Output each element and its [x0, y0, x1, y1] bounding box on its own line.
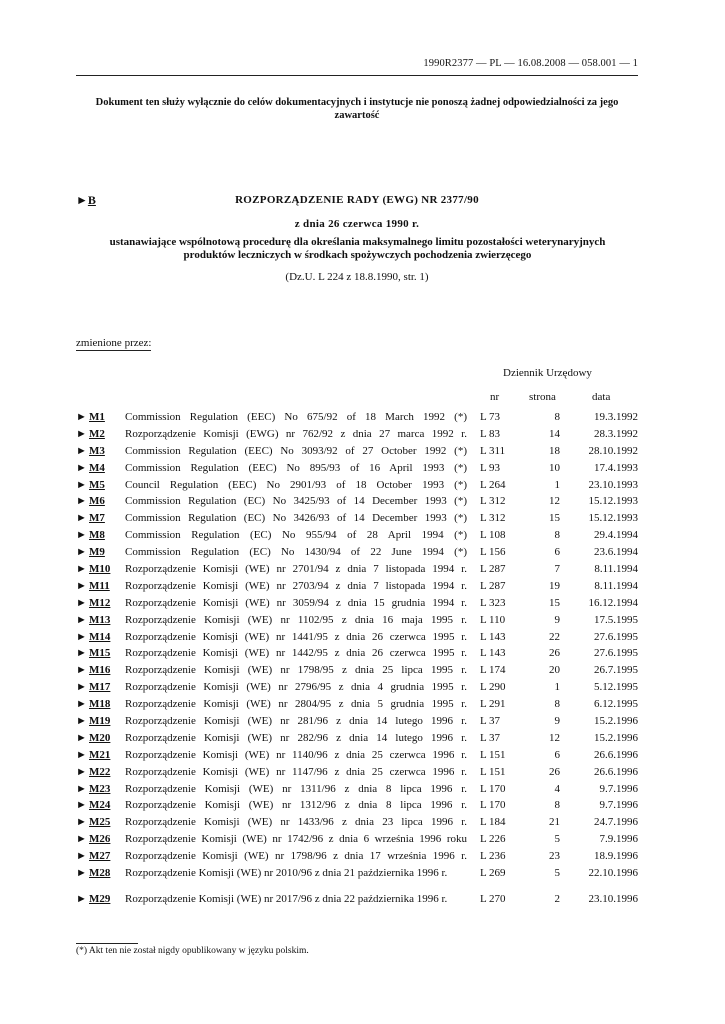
journal-number: L 170 — [480, 799, 506, 812]
journal-reference: (Dz.U. L 224 z 18.8.1990, str. 1) — [285, 271, 429, 283]
marker-arrow-icon: ► — [76, 512, 87, 525]
journal-date: 19.3.1992 — [594, 411, 638, 423]
amendment-code-link[interactable]: M2 — [89, 427, 105, 440]
marker-arrow-icon: ► — [76, 411, 87, 423]
amendment-title: Commission Regulation (EC) No 955/94 of 28 April 1994 (*) — [125, 529, 467, 542]
journal-date: 15.12.1993 — [588, 495, 638, 508]
marker-arrow-icon: ► — [76, 715, 87, 728]
journal-number: L 323 — [480, 596, 506, 609]
amendment-code-link[interactable]: M29 — [89, 893, 111, 906]
journal-number: L 311 — [480, 444, 506, 457]
table-row — [76, 715, 638, 732]
journal-date: 9.7.1996 — [599, 782, 638, 795]
journal-number: L 108 — [480, 529, 506, 542]
journal-page: 4 — [554, 782, 560, 795]
amendment-title: Commission Regulation (EC) No 3425/93 of 14 December 1993 (*) — [125, 495, 467, 508]
marker-arrow-icon: ► — [76, 193, 88, 207]
marker-arrow-icon: ► — [76, 444, 87, 457]
amendment-code-link[interactable]: M27 — [89, 850, 111, 863]
amendment-code-link[interactable]: M15 — [89, 647, 111, 660]
table-row — [76, 411, 638, 428]
amendment-title: Commission Regulation (EC) No 1430/94 of 22 June 1994 (*) — [125, 546, 467, 559]
journal-date: 16.12.1994 — [588, 596, 638, 609]
table-row — [76, 445, 638, 462]
table-row — [76, 698, 638, 715]
amendment-code-link[interactable]: M7 — [89, 512, 105, 525]
marker-arrow-icon: ► — [76, 529, 87, 542]
journal-page: 23 — [549, 850, 560, 863]
table-row — [76, 783, 638, 800]
amendment-title: Rozporządzenie Komisji (WE) nr 1147/96 z dnia 25 czerwca 1996 r. — [125, 765, 467, 778]
journal-number: L 174 — [480, 664, 506, 677]
marker-code: B — [87, 193, 96, 207]
amendment-title: Rozporządzenie Komisji (WE) nr 2010/96 z dnia 21 października 1996 r. — [125, 867, 448, 880]
journal-date: 26.6.1996 — [594, 748, 638, 761]
amendment-title: Rozporządzenie Komisji (WE) nr 1742/96 z dnia 6 września 1996 roku — [125, 833, 467, 846]
journal-number: L 184 — [480, 816, 506, 829]
journal-date: 23.10.1996 — [588, 893, 638, 906]
journal-number: L 37 — [480, 715, 501, 728]
journal-date: 22.10.1996 — [588, 867, 638, 880]
column-header-nr: nr — [490, 391, 500, 403]
marker-arrow-icon: ► — [76, 613, 87, 626]
journal-date: 7.9.1996 — [599, 833, 638, 846]
journal-number: L 151 — [480, 765, 506, 778]
marker-arrow-icon: ► — [76, 681, 87, 694]
journal-page: 5 — [554, 867, 560, 880]
journal-page: 18 — [549, 444, 560, 457]
journal-date: 5.12.1995 — [594, 681, 638, 694]
journal-page: 19 — [549, 579, 560, 592]
marker-arrow-icon: ► — [76, 461, 87, 474]
amendments-table — [76, 411, 638, 919]
amendment-code-link[interactable]: M19 — [89, 715, 111, 728]
journal-number: L 156 — [480, 546, 506, 559]
journal-page: 26 — [549, 647, 560, 660]
journal-number: L 170 — [480, 782, 506, 795]
amendment-title: Rozporządzenie Komisji (WE) nr 3059/94 z dnia 15 grudnia 1994 r. — [125, 596, 467, 609]
marker-arrow-icon: ► — [76, 478, 87, 491]
amendment-title: Rozporządzenie Komisji (WE) nr 281/96 z dnia 14 lutego 1996 r. — [125, 715, 467, 728]
journal-page: 6 — [554, 748, 560, 761]
table-row — [76, 893, 638, 919]
journal-date: 28.3.1992 — [594, 427, 638, 440]
amendment-title: Rozporządzenie Komisji (WE) nr 2796/95 z dnia 4 grudnia 1995 r. — [125, 681, 467, 694]
amendment-title: Rozporządzenie Komisji (WE) nr 1311/96 z dnia 8 lipca 1996 r. — [125, 782, 467, 795]
journal-number: L 270 — [480, 893, 506, 906]
marker-arrow-icon: ► — [76, 664, 87, 677]
table-row — [76, 597, 638, 614]
journal-page: 6 — [554, 546, 560, 559]
amendment-code-link[interactable]: M26 — [89, 833, 111, 846]
journal-date: 17.4.1993 — [594, 461, 638, 474]
table-row — [76, 833, 638, 850]
amendment-code-link[interactable]: M13 — [89, 613, 111, 626]
document-reference: 1990R2377 — PL — 16.08.2008 — 058.001 — 1 — [423, 58, 638, 69]
journal-number: L 73 — [480, 411, 501, 423]
journal-number: L 143 — [480, 647, 506, 660]
table-row — [76, 428, 638, 445]
marker-arrow-icon: ► — [76, 630, 87, 643]
journal-number: L 291 — [480, 698, 506, 711]
amendment-code-link[interactable]: M25 — [89, 816, 111, 829]
marker-arrow-icon: ► — [76, 782, 87, 795]
journal-date: 9.7.1996 — [599, 799, 638, 812]
amendment-code-link[interactable]: M3 — [89, 444, 105, 457]
disclaimer: Dokument ten służy wyłącznie do celów dokumentacyjnych i instytucje nie ponoszą żadnej odpowiedzialności za jego zawartość — [95, 97, 619, 121]
amendment-code-link[interactable]: M17 — [89, 681, 111, 694]
table-row — [76, 479, 638, 496]
journal-page: 7 — [554, 563, 560, 576]
marker-arrow-icon: ► — [76, 850, 87, 863]
journal-date: 23.10.1993 — [588, 478, 638, 491]
journal-page: 1 — [554, 478, 560, 491]
journal-number: L 264 — [480, 478, 506, 491]
column-header-page: strona — [529, 391, 556, 403]
table-row — [76, 546, 638, 563]
journal-number: L 290 — [480, 681, 506, 694]
journal-number: L 287 — [480, 563, 506, 576]
footnote-divider — [76, 943, 138, 944]
journal-page: 2 — [554, 893, 560, 906]
amendment-code-link[interactable]: M9 — [89, 546, 105, 559]
journal-page: 8 — [554, 698, 560, 711]
table-row — [76, 749, 638, 766]
journal-page: 5 — [554, 833, 560, 846]
footnote: (*) Akt ten nie został nigdy opublikowany w języku polskim. — [76, 946, 309, 956]
marker-arrow-icon: ► — [76, 799, 87, 812]
table-row — [76, 529, 638, 546]
journal-date: 8.11.1994 — [594, 563, 638, 576]
journal-number: L 226 — [480, 833, 506, 846]
amendment-code-link[interactable]: M14 — [89, 630, 111, 643]
journal-date: 6.12.1995 — [594, 698, 638, 711]
table-row — [76, 563, 638, 580]
amendment-code-link[interactable]: M20 — [89, 731, 111, 744]
amendment-title: Rozporządzenie Komisji (WE) nr 1798/95 z dnia 25 lipca 1995 r. — [125, 664, 467, 677]
journal-number: L 312 — [480, 495, 506, 508]
table-row — [76, 816, 638, 833]
journal-page: 9 — [554, 715, 560, 728]
amendment-title: Rozporządzenie Komisji (WE) nr 2703/94 z dnia 7 listopada 1994 r. — [125, 579, 467, 592]
journal-page: 10 — [549, 461, 560, 474]
marker-arrow-icon: ► — [76, 816, 87, 829]
table-row — [76, 664, 638, 681]
journal-number: L 312 — [480, 512, 506, 525]
table-row — [76, 512, 638, 529]
amendment-code-link[interactable]: M12 — [89, 596, 111, 609]
journal-page: 26 — [549, 765, 560, 778]
journal-date: 15.2.1996 — [594, 715, 638, 728]
journal-page: 15 — [549, 512, 560, 525]
journal-page: 20 — [549, 664, 560, 677]
table-row — [76, 614, 638, 631]
marker-arrow-icon: ► — [76, 893, 87, 906]
journal-number: L 151 — [480, 748, 506, 761]
marker-arrow-icon: ► — [76, 546, 87, 559]
amendment-title: Rozporządzenie Komisji (WE) nr 282/96 z dnia 14 lutego 1996 r. — [125, 731, 467, 744]
marker-arrow-icon: ► — [76, 833, 87, 846]
amendment-title: Rozporządzenie Komisji (WE) nr 2804/95 z dnia 5 grudnia 1995 r. — [125, 698, 467, 711]
amendment-code-link[interactable]: M16 — [89, 664, 111, 677]
amendment-code-link[interactable]: M10 — [89, 563, 111, 576]
marker-arrow-icon: ► — [76, 748, 87, 761]
amendment-code-link[interactable]: M8 — [89, 529, 105, 542]
amendment-title: Rozporządzenie Komisji (WE) nr 1798/96 z dnia 17 września 1996 r. — [125, 850, 467, 863]
amendment-title: Rozporządzenie Komisji (WE) nr 1433/96 z dnia 23 lipca 1996 r. — [125, 816, 467, 829]
amended-by-label: zmienione przez: — [76, 337, 152, 349]
table-row — [76, 580, 638, 597]
amendment-title: Commission Regulation (EEC) No 895/93 of 16 April 1993 (*) — [125, 461, 467, 474]
table-row — [76, 867, 638, 893]
table-row — [76, 631, 638, 648]
journal-number: L 37 — [480, 731, 501, 744]
journal-date: 26.7.1995 — [594, 664, 638, 677]
table-row — [76, 462, 638, 479]
table-row — [76, 681, 638, 698]
marker-arrow-icon: ► — [76, 731, 87, 744]
journal-date: 17.5.1995 — [594, 613, 638, 626]
journal-number: L 110 — [480, 613, 506, 626]
journal-page: 9 — [554, 613, 560, 626]
journal-date: 15.2.1996 — [594, 731, 638, 744]
journal-date: 27.6.1995 — [594, 630, 638, 643]
amendment-code-link[interactable]: M22 — [89, 765, 111, 778]
journal-page: 21 — [549, 816, 560, 829]
table-row — [76, 495, 638, 512]
journal-page: 12 — [549, 495, 560, 508]
marker-arrow-icon: ► — [76, 765, 87, 778]
journal-date: 18.9.1996 — [594, 850, 638, 863]
marker-arrow-icon: ► — [76, 867, 87, 880]
amendment-code-link[interactable]: M5 — [89, 478, 105, 491]
amendment-title: Rozporządzenie Komisji (WE) nr 1441/95 z dnia 26 czerwca 1995 r. — [125, 630, 467, 643]
journal-number: L 236 — [480, 850, 506, 863]
header-divider — [76, 75, 638, 76]
amendment-title: Rozporządzenie Komisji (EWG) nr 762/92 z dnia 27 marca 1992 r. — [125, 427, 467, 440]
journal-page: 8 — [554, 411, 560, 423]
table-row — [76, 850, 638, 867]
amendment-title: Commission Regulation (EEC) No 3093/92 of 27 October 1992 (*) — [125, 444, 467, 457]
regulation-date: z dnia 26 czerwca 1990 r. — [294, 218, 420, 230]
amendment-code-link[interactable]: M6 — [89, 495, 105, 508]
amendment-code-link[interactable]: M23 — [89, 782, 111, 795]
regulation-title: ROZPORZĄDZENIE RADY (EWG) NR 2377/90 — [235, 194, 479, 206]
journal-number: L 269 — [480, 867, 506, 880]
journal-page: 15 — [549, 596, 560, 609]
journal-number: L 143 — [480, 630, 506, 643]
amendment-code-link[interactable]: M4 — [89, 461, 105, 474]
journal-date: 28.10.1992 — [588, 444, 638, 457]
amendment-title: Rozporządzenie Komisji (WE) nr 1102/95 z dnia 16 maja 1995 r. — [125, 613, 467, 626]
amendment-title: Commission Regulation (EC) No 3426/93 of 14 December 1993 (*) — [125, 512, 467, 525]
table-row — [76, 799, 638, 816]
amendment-title: Rozporządzenie Komisji (WE) nr 2701/94 z dnia 7 listopada 1994 r. — [125, 563, 467, 576]
table-row — [76, 732, 638, 749]
journal-page: 1 — [554, 681, 560, 694]
amendment-title: Council Regulation (EEC) No 2901/93 of 18 October 1993 (*) — [125, 478, 467, 491]
amendment-code-link[interactable]: M28 — [89, 867, 111, 880]
regulation-description: ustanawiające wspólnotową procedurę dla określania maksymalnego limitu pozostałości weterynaryjnych produktów leczniczych w środkach spożywczych pochodzenia zwierzęcego — [109, 236, 606, 261]
table-row — [76, 766, 638, 783]
marker-arrow-icon: ► — [76, 563, 87, 576]
journal-number: L 93 — [480, 461, 501, 474]
marker-arrow-icon: ► — [76, 596, 87, 609]
journal-date: 8.11.1994 — [594, 579, 638, 592]
journal-date: 23.6.1994 — [594, 546, 638, 559]
journal-number: L 287 — [480, 579, 506, 592]
journal-page: 12 — [549, 731, 560, 744]
amendment-title: Rozporządzenie Komisji (WE) nr 2017/96 z dnia 22 października 1996 r. — [125, 893, 448, 906]
journal-page: 8 — [554, 529, 560, 542]
amendment-title: Commission Regulation (EEC) No 675/92 of 18 March 1992 (*) — [125, 411, 467, 423]
amendment-code-link[interactable]: M24 — [89, 799, 111, 812]
journal-date: 15.12.1993 — [588, 512, 638, 525]
marker-arrow-icon: ► — [76, 495, 87, 508]
marker-arrow-icon: ► — [76, 647, 87, 660]
journal-date: 27.6.1995 — [594, 647, 638, 660]
marker-arrow-icon: ► — [76, 427, 87, 440]
amendment-title: Rozporządzenie Komisji (WE) nr 1312/96 z dnia 8 lipca 1996 r. — [125, 799, 467, 812]
amendment-code-link[interactable]: M1 — [89, 411, 105, 423]
amendment-code-link[interactable]: M18 — [89, 698, 111, 711]
journal-page: 14 — [549, 427, 560, 440]
journal-page: 8 — [554, 799, 560, 812]
amendment-code-link[interactable]: M21 — [89, 748, 111, 761]
journal-number: L 83 — [480, 427, 501, 440]
marker-arrow-icon: ► — [76, 698, 87, 711]
journal-date: 26.6.1996 — [594, 765, 638, 778]
amendment-title: Rozporządzenie Komisji (WE) nr 1442/95 z dnia 26 czerwca 1995 r. — [125, 647, 467, 660]
column-header-date: data — [592, 391, 611, 403]
table-row — [76, 647, 638, 664]
journal-page: 22 — [549, 630, 560, 643]
journal-date: 29.4.1994 — [594, 529, 638, 542]
amendment-title: Rozporządzenie Komisji (WE) nr 1140/96 z dnia 25 czerwca 1996 r. — [125, 748, 467, 761]
journal-header-title: Dziennik Urzędowy — [503, 367, 592, 379]
journal-date: 24.7.1996 — [594, 816, 638, 829]
marker-arrow-icon: ► — [76, 579, 87, 592]
amendment-code-link[interactable]: M11 — [89, 579, 110, 592]
